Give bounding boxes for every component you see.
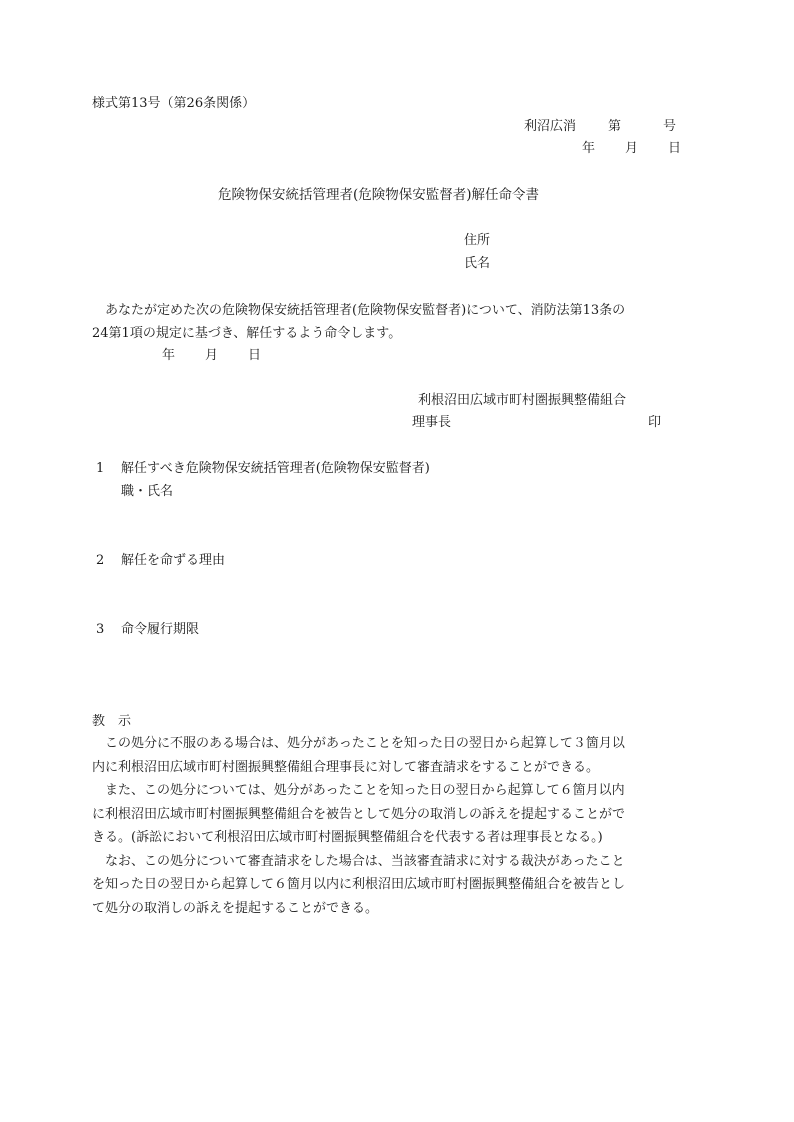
document-title: 危険物保安統括管理者(危険物保安監督者)解任命令書 <box>218 187 540 203</box>
address-label: 住所 <box>464 233 491 248</box>
item-1-number: 1 <box>96 461 105 476</box>
notice-line: なお、この処分について審査請求をした場合は、当該審査請求に対する裁決があったこと <box>105 853 625 869</box>
form-label: 様式第13号（第26条関係） <box>92 96 256 111</box>
seal-mark: 印 <box>648 415 662 430</box>
notice-line: きる。(訴訟において利根沼田広域市町村圏振興整備組合を代表する者は理事長となる。) <box>92 830 603 845</box>
issue-date <box>582 140 681 157</box>
date-year-label: 年 <box>582 141 596 156</box>
issuer-title: 理事長 <box>412 415 452 430</box>
notice-heading: 教 示 <box>92 714 132 729</box>
item-2-number: 2 <box>96 553 105 568</box>
reference-number <box>524 118 676 135</box>
name-label: 氏名 <box>464 256 491 271</box>
ref-prefix: 利沼広消 <box>524 119 577 134</box>
notice-line: 内に利根沼田広域市町村圏振興整備組合理事長に対して審査請求をすることができる。 <box>92 759 600 775</box>
order-date-month-label: 月 <box>205 348 219 363</box>
order-date-year-label: 年 <box>162 348 176 363</box>
item-3-number: 3 <box>96 622 105 637</box>
issuer-organization: 利根沼田広域市町村圏振興整備組合 <box>418 393 627 408</box>
body-line-1: あなたが定めた次の危険物保安統括管理者(危険物保安監督者)について、消防法第13条の <box>105 303 626 318</box>
date-day-label: 日 <box>668 141 682 156</box>
ref-go: 号 <box>663 119 677 134</box>
notice-line: を知った日の翌日から起算して６箇月以内に利根沼田広域市町村圏振興整備組合を被告とし <box>92 877 626 892</box>
ref-dai: 第 <box>608 119 622 134</box>
item-1-label: 解任すべき危険物保安統括管理者(危険物保安監督者) <box>121 461 430 476</box>
order-date <box>162 347 261 364</box>
item-1-sub-label: 職・氏名 <box>121 484 174 499</box>
notice-line: て処分の取消しの訴えを提起することができる。 <box>92 900 379 916</box>
body-line-2: 24第1項の規定に基づき、解任するよう命令します。 <box>92 326 402 341</box>
notice-line: また、この処分については、処分があったことを知った日の翌日から起算して６箇月以内 <box>105 783 625 798</box>
item-3-label: 命令履行期限 <box>121 622 200 637</box>
date-month-label: 月 <box>625 141 639 156</box>
order-date-day-label: 日 <box>248 348 262 363</box>
item-2-label: 解任を命ずる理由 <box>121 553 226 568</box>
notice-body <box>92 732 702 920</box>
notice-line: この処分に不服のある場合は、処分があったことを知った日の翌日から起算して３箇月以 <box>105 736 625 751</box>
notice-line: に利根沼田広域市町村圏振興整備組合を被告として処分の取消しの訴えを提起することがで <box>92 806 626 822</box>
